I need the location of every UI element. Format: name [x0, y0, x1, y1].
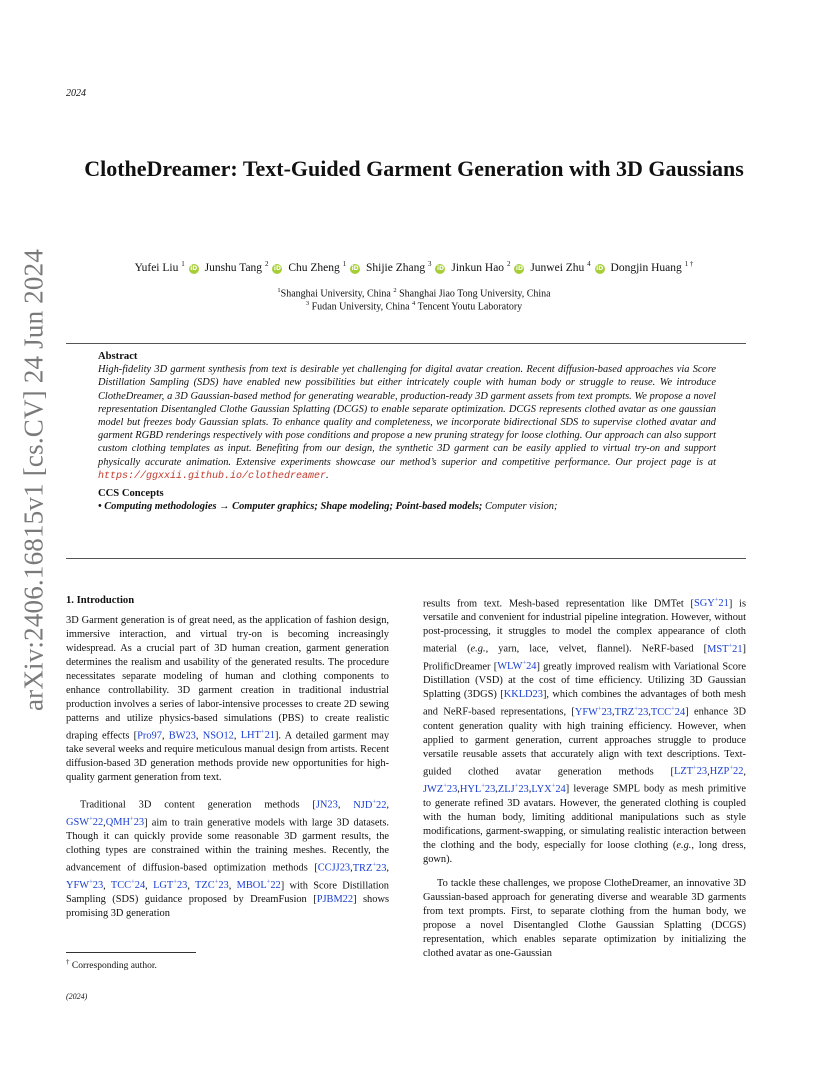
citation-link[interactable]	[575, 707, 612, 718]
affiliation-mark: 2	[393, 287, 397, 294]
text: ,	[195, 730, 203, 742]
cite-sup: +	[522, 659, 527, 667]
text: ,	[161, 730, 169, 742]
cite-key: TCC	[650, 706, 672, 718]
author-affiliation-mark: 1	[342, 260, 347, 268]
author-7	[611, 262, 694, 274]
text: Traditional 3D content generation methods [	[80, 799, 316, 811]
cite-key: TRZ	[614, 706, 635, 718]
cite-year: 22	[376, 799, 387, 811]
author-list	[40, 256, 788, 276]
cite-sup: +	[260, 729, 265, 736]
text: ] enhance 3D content generation quality with high training efficiency. However, when applied to garment generation, current approaches struggle to produce versatile reusable assets that accurately align with text descriptions. Text-guided clothed avatar generation methods [	[423, 706, 747, 778]
author-name: Yufei Liu	[134, 261, 179, 274]
intro-paragraph-1	[66, 614, 389, 785]
cite-year: 23	[92, 880, 104, 892]
text: ], which combines the advantages of both mesh and NeRF-based representations, [	[423, 689, 746, 718]
orcid-icon[interactable]: iD	[190, 264, 198, 272]
text: results from text. Mesh-based representation like DMTet [	[423, 598, 694, 610]
intro-paragraph-3: results from text. Mesh-based representation like DMTet [SGY+21] is versatile and convenient for industrial pipeline integration. However, without post-processing, it struggles to model the complex appearance of cloth material (e.g., yarn, lace, velvet, flannel). NeRF-based [MST+21] ProlificDreamer [WLW+24] greatly improved realism with Variational Score Distillation (VSD) at the cost of time efficiency. Utilizing 3D Gaussian Splatting (3DGS) [KKLD23], which combines the advantages of both mesh and NeRF-based representations, [YFW+23,TRZ+23,TCC+24] enhance 3D content generation quality with high training efficiency. However, when applied to garment generation, current approaches struggle to produce versatile reusable assets that accurately align with text descriptions. Text-guided clothed avatar generation methods [LZT+23,HZP+22, JWZ+23,HYL+23,ZLJ+23,LYX+24] leverage SMPL body as mesh primitive to generate refined 3D avatars. However, the generated clothing is coupled with the human body, limiting additional manipulations such as style modifications, garment-swapping, or simulating realistic interaction between the clothing and the body, especially for loose clothing (e.g., long dress, gown).	[423, 597, 747, 865]
author-6	[530, 262, 607, 274]
cite-sup: +	[597, 705, 602, 713]
cite-year: 23	[637, 706, 649, 718]
citation-link[interactable]	[674, 766, 707, 777]
orcid-icon[interactable]: iD	[515, 264, 523, 272]
abstract-text	[98, 363, 716, 483]
affiliation-mark: 4	[412, 300, 416, 307]
cite-sup: +	[89, 878, 93, 886]
author-affiliation-mark: 2	[506, 260, 511, 268]
affiliation-line-2	[40, 297, 788, 313]
text: 3D Garment generation is of great need, as the application of fashion design, immersive interaction, and virtual try-on is becoming increasingly widespread. As a crucial part of 3D human creation, garment generation determines the realism and usability of the generated results. The procedure necessitates separate modeling of human and clothing components to enhance controllability. 3D garment creation in traditional industrial production involves a series of labor-intensive processes to create 2D sewing patterns and utilize physics-based simulations (PBS) to create realistic draping effects [	[66, 615, 389, 742]
citation-link[interactable]	[353, 800, 386, 811]
orcid-icon[interactable]: iD	[436, 264, 444, 272]
text: , long dress, gown).	[423, 839, 746, 865]
author-3	[288, 262, 363, 274]
cite-sup: +	[481, 782, 485, 790]
cite-year: 23	[446, 783, 458, 795]
text: , yarn, lace, velvet, flannel). NeRF-based [	[485, 643, 708, 655]
author-name: Junwei Zhu	[530, 261, 585, 274]
citation-link[interactable]: JN23	[315, 799, 338, 811]
cite-sup: +	[131, 878, 135, 886]
cite-year: 24	[526, 661, 537, 673]
cite-sup: +	[173, 878, 177, 886]
intro-paragraph-4: To tackle these challenges, we propose ClotheDreamer, an innovative 3D Gaussian-based approach for generating diverse and wearable 3D garments from text prompts. First, to separate clothing from the human body, we propose a novel Disentangled Clothe Gaussian Splatting (DCGS) representation, which enables separate optimization by initializing the clothed avatar as one-Gaussian	[423, 877, 746, 959]
cite-sup: +	[214, 878, 219, 886]
citation-link[interactable]: Pro97	[137, 730, 162, 742]
arxiv-identifier: arXiv:2406.16815v1 [cs.CV] 24 Jun 2024	[18, 248, 49, 712]
text: ]. A detailed garment may take several weeks and require meticulous manual design from artists. Recent diffusion-based 3D generation methods provide new opportunities for high-quality garment generation from text.	[66, 730, 390, 784]
cite-year: 22	[733, 766, 744, 778]
affiliation-text: Fudan University, China	[309, 301, 410, 313]
ccs-plain-item: Computer vision;	[485, 501, 558, 513]
cite-sup: +	[443, 782, 447, 790]
citation-link[interactable]	[106, 817, 144, 828]
citation-link[interactable]: PJBM22	[316, 894, 354, 906]
text: ] aim to train generative models with large 3D datasets. Though it can quickly provide some reasonable 3D garment results, the clothing types are constrained within the training meshes. Recently, the advancement of diffusion-based optimization methods [	[66, 817, 389, 874]
cite-year: 23	[176, 880, 188, 892]
cite-sup: +	[714, 597, 719, 604]
cite-key: SGY	[693, 598, 715, 610]
text: ] ProlificDreamer [	[423, 643, 746, 673]
cite-key: JWZ	[423, 783, 444, 795]
cite-year: 23	[484, 783, 496, 795]
intro-paragraph-2: Traditional 3D content generation methods [JN23, NJD+22, GSW+22,QMH+23] aim to train generative models with large 3D datasets. Though it can quickly provide some reasonable 3D garment results, the clothing types are constrained within the training meshes. Recently, the advancement of diffusion-based optimization methods [CCJJ23,TRZ+23, YFW+23, TCC+24, LGT+23, TZC+23, MBOL+22] with Score Distillation Sampling (SDS) guidance proposed by DreamFusion [PJBM22] shows promising 3D generation	[66, 798, 389, 920]
cite-key: HYL	[459, 783, 482, 795]
abstract-heading: Abstract	[98, 351, 138, 362]
cite-year: 23	[696, 766, 708, 778]
text: ] shows promising 3D generation	[66, 894, 389, 920]
cite-year: 23	[218, 880, 229, 892]
cite-sup: +	[671, 705, 675, 713]
divider-top	[66, 343, 746, 344]
ccs-concepts	[98, 500, 716, 513]
cite-key: LGT	[153, 880, 174, 892]
cite-key: MST	[707, 643, 729, 655]
citation-link[interactable]	[710, 766, 744, 777]
abstract-end: .	[326, 469, 329, 481]
cite-key: TCC	[110, 880, 132, 892]
text: ] is versatile and convenient for industrial pipeline integration. However, without post-processing, it struggles to model the complex appearance of cloth material (	[423, 598, 746, 655]
cite-sup: +	[729, 764, 733, 772]
ccs-heading: CCS Concepts	[98, 488, 164, 500]
affiliation-text: Shanghai University, China	[280, 288, 391, 300]
author-2	[205, 262, 286, 274]
citation-link[interactable]	[66, 880, 103, 891]
cite-sup: +	[693, 764, 697, 772]
cite-sup: +	[266, 878, 271, 886]
cite-key: HZP	[709, 766, 730, 778]
orcid-icon[interactable]: iD	[596, 264, 604, 272]
citation-link[interactable]	[66, 817, 103, 828]
cite-key: YFW	[574, 706, 598, 718]
affiliation-text: Shanghai Jiao Tong University, China	[396, 288, 551, 300]
cite-key: TZC	[195, 880, 215, 892]
section-heading: 1. Introduction	[66, 595, 135, 606]
cite-year: 23	[133, 817, 145, 829]
cite-key: LYX	[531, 783, 552, 795]
author-4	[366, 262, 448, 274]
cite-year: 22	[92, 817, 104, 829]
cite-year: 21	[718, 598, 729, 610]
footnote	[66, 958, 157, 971]
cite-sup: +	[514, 782, 519, 790]
abstract-body: High-fidelity 3D garment synthesis from text is desirable yet challenging for digital avatar creation. Recent diffusion-based approaches via Score Distillation Sampling (SDS) have enabled new possibilities but either intricately couple with human body or struggle to reuse. We introduce ClotheDreamer, a 3D Gaussian-based method for generating wearable, production-ready 3D garment assets from text prompts. We propose a novel representation Disentangled Clothe Gaussian Splatting (DCGS) to enable separate optimization. DCGS represents clothed avatar as one gaussian model but freezes body Gaussian splats. To enhance quality and completeness, we incorporate bidirectional SDS to supervise clothed avatar and garment RGBD renderings respectively with pose conditions and propose a new pruning strategy for loose clothing. Our approach can also support custom clothing templates as input. Benefiting from our design, the synthetic 3D garment can be easily applied to virtual try-on and support physically accurate animation. Extensive experiments showcase our method’s superior and competitive performance. Our project page is at	[98, 364, 716, 468]
text: ] leverage SMPL body as mesh primitive to generate refined 3D avatars. However, the generated clothing is coupled with the human body, limiting additional manipulations such as style modifications, garment-swapping, or simulating realistic interaction between the clothing and the body, especially for loose clothing (	[423, 783, 746, 851]
citation-link[interactable]	[241, 730, 275, 741]
abstract-section	[98, 350, 716, 513]
cite-key: WLW	[497, 661, 523, 673]
cite-year: 22	[270, 880, 281, 892]
cite-key: GSW	[66, 817, 90, 829]
citation-link[interactable]	[707, 644, 742, 655]
ccs-bold-items: Computer graphics; Shape modeling; Point-based models;	[232, 501, 483, 513]
cite-key: QMH	[105, 817, 131, 829]
ccs-category: • Computing methodologies	[98, 501, 217, 513]
cite-key: ZLJ	[497, 783, 515, 795]
citation-link[interactable]: CCJJ23	[317, 862, 351, 874]
footnote-mark: †	[66, 958, 70, 966]
right-column	[423, 594, 746, 971]
author-name: Dongjin Huang	[610, 261, 682, 274]
citation-link[interactable]	[195, 880, 229, 891]
cite-sup: +	[551, 782, 556, 790]
author-1	[135, 262, 202, 274]
cite-key: TRZ	[352, 862, 373, 874]
cite-sup: +	[372, 861, 376, 869]
affiliation-mark: 1	[277, 287, 281, 294]
citation-link[interactable]: NSO12	[202, 730, 234, 742]
cite-sup: +	[728, 642, 733, 650]
cite-year: 21	[732, 643, 743, 655]
author-name: Shijie Zhang	[366, 261, 426, 274]
cite-sup: +	[634, 705, 638, 713]
citation-link[interactable]	[153, 880, 187, 891]
citation-link[interactable]	[615, 707, 649, 718]
cite-key: MBOL	[236, 880, 267, 892]
citation-link[interactable]	[498, 784, 529, 795]
cite-key: LHT	[240, 730, 261, 742]
citation-link[interactable]	[423, 784, 457, 795]
cite-key: NJD	[353, 799, 373, 811]
left-column	[66, 594, 389, 931]
cite-sup: +	[89, 815, 93, 823]
cite-sup: +	[130, 815, 134, 823]
cite-year: 23	[518, 783, 529, 795]
author-name: Junshu Tang	[204, 261, 263, 274]
author-affiliation-mark: 4	[587, 260, 591, 268]
author-5	[451, 262, 527, 274]
header-year: 2024	[66, 88, 86, 99]
cite-year: 24	[134, 880, 146, 892]
citation-link[interactable]	[651, 707, 685, 718]
text: e.g.	[676, 839, 692, 851]
author-name: Chu Zheng	[288, 261, 340, 274]
divider-bottom	[66, 558, 746, 559]
cite-year: 21	[264, 730, 275, 742]
citation-link[interactable]	[694, 598, 729, 609]
cite-year: 23	[601, 706, 612, 718]
cite-sup: +	[372, 798, 376, 806]
orcid-icon[interactable]: iD	[351, 264, 359, 272]
affiliation-mark: 3	[305, 300, 310, 307]
cite-year: 23	[376, 862, 387, 874]
paper-title: ClotheDreamer: Text-Guided Garment Generation with 3D Gaussians	[84, 156, 744, 181]
author-affiliation-mark: 1	[181, 260, 185, 268]
cite-year: 24	[555, 783, 566, 795]
footnote-divider	[66, 952, 196, 953]
text: e.g.	[470, 643, 486, 655]
cite-key: YFW	[66, 880, 90, 892]
author-affiliation-mark: 2	[264, 260, 269, 268]
citation-link[interactable]	[497, 661, 536, 672]
text: ] with Score Distillation Sampling (SDS) guidance proposed by DreamFusion [	[66, 880, 389, 906]
citation-link[interactable]	[353, 863, 387, 874]
citation-link[interactable]	[531, 784, 565, 795]
author-affiliation-mark: 3	[427, 260, 432, 268]
cite-key: LZT	[673, 766, 694, 778]
text: ,	[233, 730, 241, 742]
citation-link[interactable]	[460, 784, 495, 795]
ccs-arrow: →	[219, 501, 230, 513]
author-name: Jinkun Hao	[451, 261, 505, 274]
affiliation-text: Tencent Youtu Laboratory	[415, 301, 523, 313]
citation-link[interactable]: BW23	[168, 730, 196, 742]
cite-year: 24	[674, 706, 686, 718]
project-page-link[interactable]: https://ggxxii.github.io/clothedreamer	[98, 470, 327, 482]
text: ] greatly improved realism with Variational Score Distillation (VSD) at the cost of time efficiency. Utilizing 3D Gaussian Splatting (3DGS) [	[423, 661, 746, 701]
citation-link[interactable]: KKLD23	[503, 689, 543, 701]
footnote-text: Corresponding author.	[69, 961, 157, 972]
author-affiliation-mark: 1 †	[684, 260, 694, 268]
citation-link[interactable]	[237, 880, 281, 891]
footer-year: (2024)	[66, 992, 88, 1001]
citation-link[interactable]	[111, 880, 145, 891]
orcid-icon[interactable]: iD	[273, 264, 281, 272]
